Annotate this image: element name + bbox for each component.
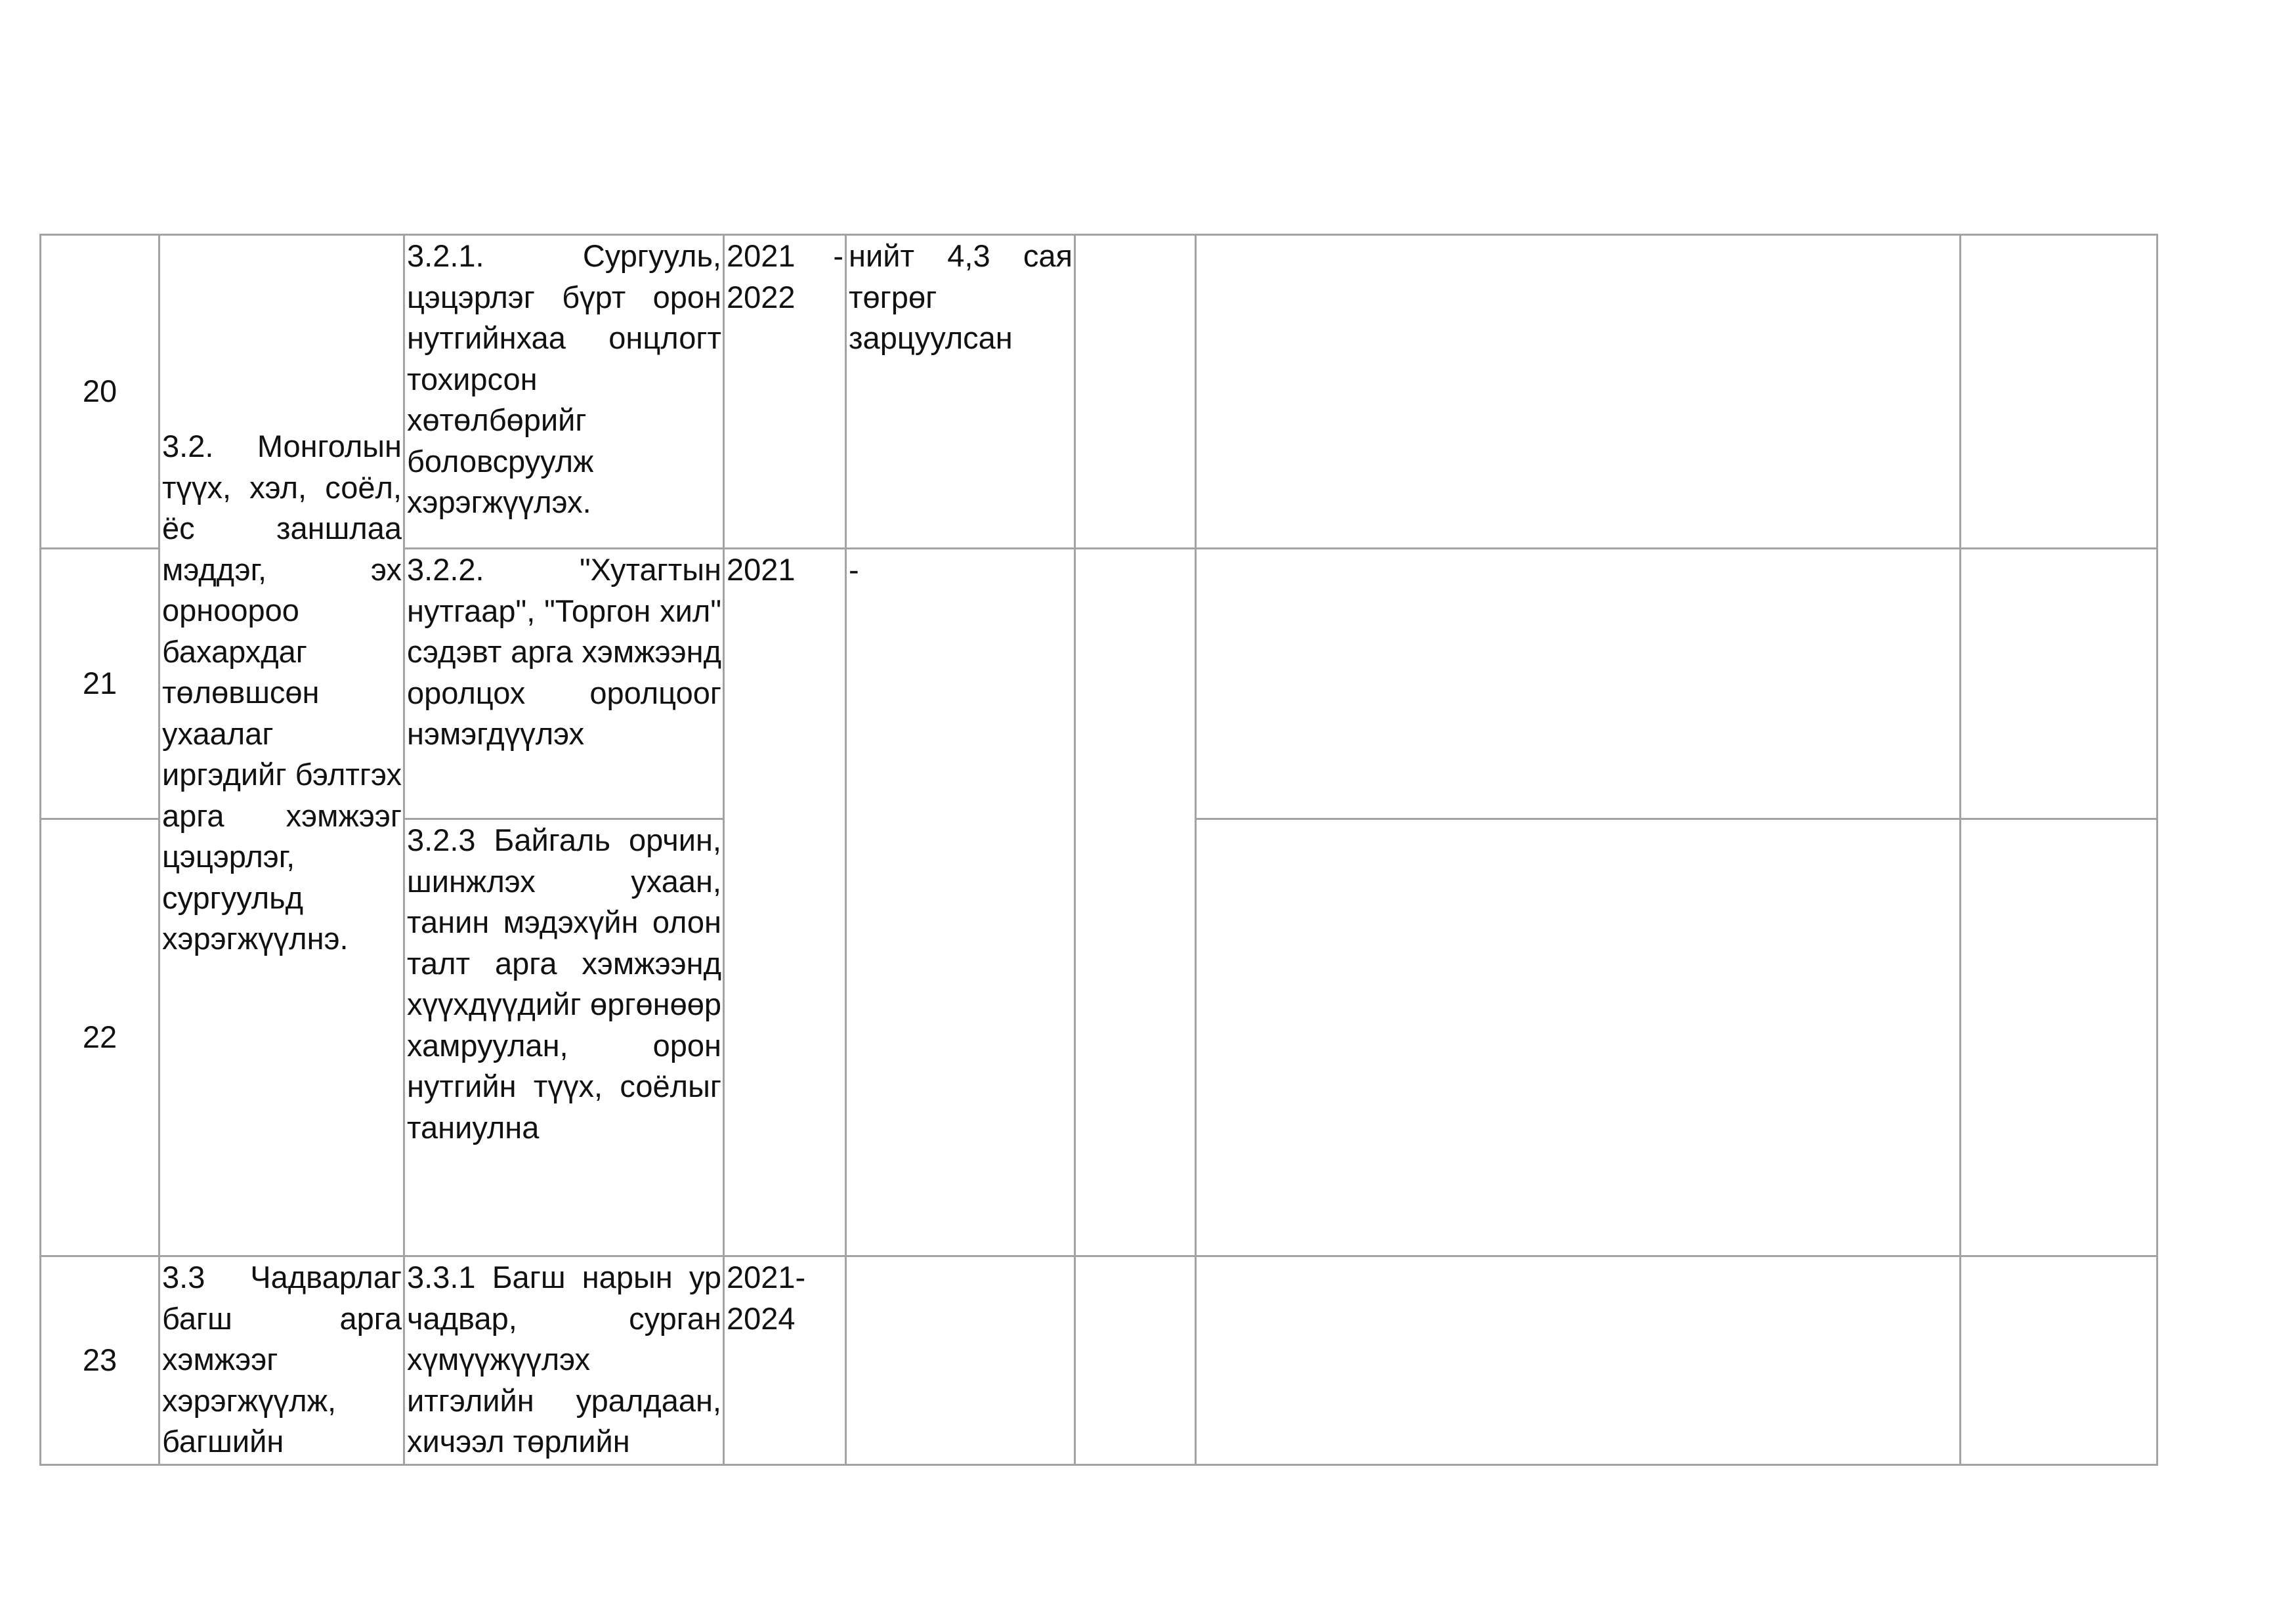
budget-cell	[846, 1256, 1075, 1465]
empty-cell	[1196, 819, 1961, 1256]
table-row	[41, 1256, 2158, 1465]
empty-cell	[1961, 235, 2158, 549]
row-number: 21	[41, 549, 159, 819]
activity-cell: 3.2.1. Сургууль, цэцэрлэг бүрт орон нутгийнхаа онцлогт тохирсон хөтөлбөрийг боловсруулж хэрэгжүүлэх.	[404, 235, 724, 549]
empty-cell	[1961, 1256, 2158, 1465]
empty-cell	[1075, 1256, 1196, 1465]
goal-text: 3.2. Монголын түүх, хэл, соёл, ёс заншлаа мэддэг, эх орноороо бахархдаг төлөвшсөн ухаалаг иргэдийг бэлтгэх арга хэмжээг цэцэрлэг, сургуульд хэрэгжүүлнэ.	[162, 429, 402, 956]
empty-cell	[1196, 1256, 1961, 1465]
period-cell: 2021 - 2022	[724, 235, 846, 549]
empty-cell	[1196, 549, 1961, 819]
empty-cell	[1961, 549, 2158, 819]
empty-cell	[1961, 819, 2158, 1256]
budget-cell: -	[846, 549, 1075, 1256]
table-row	[41, 235, 2158, 549]
goal-cell: 3.3 Чадварлаг багш арга хэмжээг хэрэгжүүлж, багшийн	[159, 1256, 404, 1465]
period-cell: 2021-2024	[724, 1256, 846, 1465]
activity-cell: 3.2.3 Байгаль орчин, шинжлэх ухаан, танин мэдэхүйн олон талт арга хэмжээнд хүүхдүүдийг өргөнөөр хамруулан, орон нутгийн түүх, соёлыг таниулна	[404, 819, 724, 1256]
empty-cell	[1075, 235, 1196, 549]
period-cell: 2021	[724, 549, 846, 1256]
row-number: 23	[41, 1256, 159, 1465]
row-number: 22	[41, 819, 159, 1256]
action-plan-table	[39, 234, 2158, 1466]
activity-cell: 3.3.1 Багш нарын ур чадвар, сурган хүмүүжүүлэх итгэлийн уралдаан, хичээл төрлийн	[404, 1256, 724, 1465]
budget-cell: нийт 4,3 сая төгрөг зарцуулсан	[846, 235, 1075, 549]
empty-cell	[1075, 549, 1196, 1256]
empty-cell	[1196, 235, 1961, 549]
activity-cell: 3.2.2. "Хутагтын нутгаар", "Торгон хил" сэдэвт арга хэмжээнд оролцох оролцоог нэмэгдүүлэх	[404, 549, 724, 819]
goal-cell	[159, 235, 404, 1256]
row-number: 20	[41, 235, 159, 549]
